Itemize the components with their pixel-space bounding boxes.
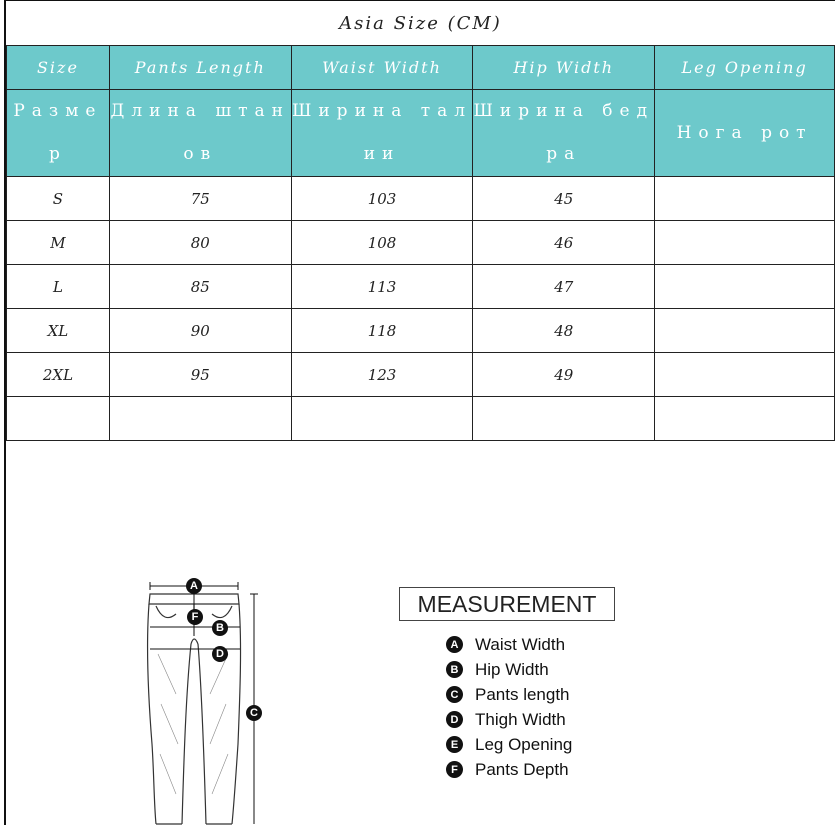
letter-e-icon: E: [446, 736, 463, 753]
legend-item: [446, 757, 572, 782]
cell-pants-length: 90: [109, 309, 291, 353]
legend-item: [446, 732, 572, 757]
header-pants-length: Pants Length: [109, 46, 291, 90]
cell-hip-width: [473, 397, 655, 441]
legend-item: [446, 657, 572, 682]
cell-pants-length: 95: [109, 353, 291, 397]
cell-hip-width: 48: [473, 309, 655, 353]
header-row-english: [7, 46, 835, 90]
marker-a-icon: A: [186, 578, 202, 594]
marker-c-icon: C: [246, 705, 262, 721]
header-pants-length-ru: Длина штанов: [109, 90, 291, 177]
size-table: [6, 45, 835, 441]
header-hip-width-ru: Ширина бедра: [473, 90, 655, 177]
cell-pants-length: [109, 397, 291, 441]
table-row: [7, 353, 835, 397]
letter-f-icon: F: [446, 761, 463, 778]
cell-pants-length: 85: [109, 265, 291, 309]
cell-leg-opening: [655, 221, 835, 265]
header-row-russian: [7, 90, 835, 177]
header-waist-width: Waist Width: [291, 46, 473, 90]
cell-size: L: [7, 265, 110, 309]
cell-waist-width: 123: [291, 353, 473, 397]
cell-size: S: [7, 177, 110, 221]
cell-leg-opening: [655, 177, 835, 221]
letter-b-icon: B: [446, 661, 463, 678]
table-row: [7, 309, 835, 353]
cell-leg-opening: [655, 265, 835, 309]
header-size-ru: Размер: [7, 90, 110, 177]
letter-c-icon: C: [446, 686, 463, 703]
pants-diagram: [136, 574, 286, 825]
cell-leg-opening: [655, 309, 835, 353]
cell-leg-opening: [655, 397, 835, 441]
table-row: [7, 177, 835, 221]
legend-item: [446, 682, 572, 707]
legend-label: Thigh Width: [475, 709, 566, 729]
header-leg-opening: Leg Opening: [655, 46, 835, 90]
legend-item: [446, 632, 572, 657]
cell-size: 2XL: [7, 353, 110, 397]
measurement-title: MEASUREMENT: [399, 587, 615, 621]
cell-waist-width: 103: [291, 177, 473, 221]
legend-label: Pants Depth: [475, 759, 569, 779]
header-size: Size: [7, 46, 110, 90]
pants-sketch-icon: [136, 574, 286, 825]
header-hip-width: Hip Width: [473, 46, 655, 90]
header-leg-opening-ru: Нога рот: [655, 90, 835, 177]
cell-leg-opening: [655, 353, 835, 397]
legend-label: Waist Width: [475, 634, 566, 654]
table-row: [7, 265, 835, 309]
letter-d-icon: D: [446, 711, 463, 728]
marker-f-icon: F: [187, 609, 203, 625]
cell-hip-width: 45: [473, 177, 655, 221]
cell-waist-width: 113: [291, 265, 473, 309]
legend-label: Pants length: [475, 684, 570, 704]
legend-label: Hip Width: [475, 659, 549, 679]
cell-waist-width: [291, 397, 473, 441]
table-row: [7, 221, 835, 265]
measurement-section: [6, 444, 835, 825]
cell-hip-width: 49: [473, 353, 655, 397]
table-title: Asia Size (CM): [6, 1, 835, 46]
letter-a-icon: A: [446, 636, 463, 653]
cell-size: XL: [7, 309, 110, 353]
cell-waist-width: 118: [291, 309, 473, 353]
cell-size: M: [7, 221, 110, 265]
legend-item: [446, 707, 572, 732]
header-waist-width-ru: Ширина талии: [291, 90, 473, 177]
cell-waist-width: 108: [291, 221, 473, 265]
measurement-legend: [446, 632, 572, 782]
table-row: [7, 397, 835, 441]
cell-hip-width: 47: [473, 265, 655, 309]
cell-pants-length: 75: [109, 177, 291, 221]
legend-label: Leg Opening: [475, 734, 573, 754]
cell-hip-width: 46: [473, 221, 655, 265]
marker-d-icon: D: [212, 646, 228, 662]
cell-pants-length: 80: [109, 221, 291, 265]
marker-b-icon: B: [212, 620, 228, 636]
cell-size: [7, 397, 110, 441]
